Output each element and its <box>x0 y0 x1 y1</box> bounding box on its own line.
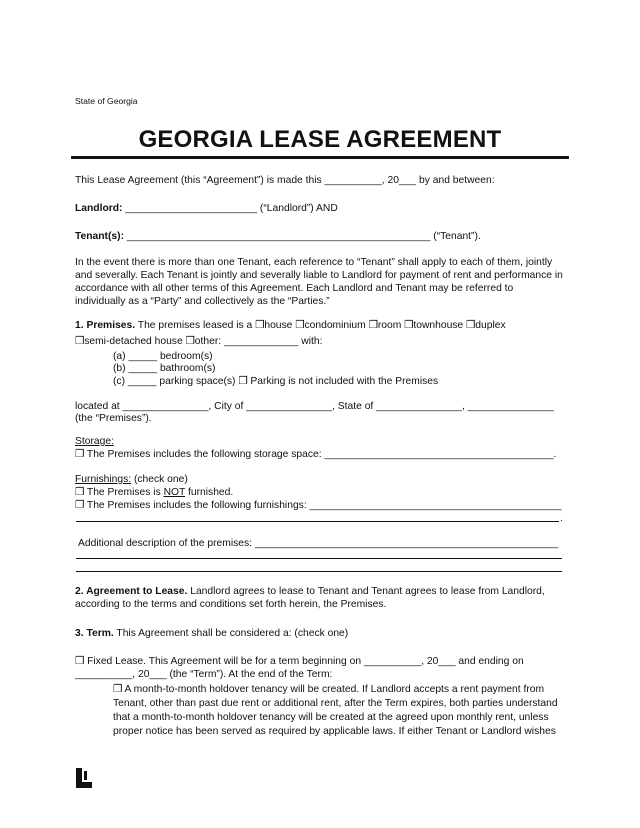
term-text: This Agreement shall be considered a: (check one) <box>113 628 349 639</box>
brand-logo-icon <box>76 768 92 788</box>
furnishings-heading-line <box>75 473 188 486</box>
furnishings-note: (check one) <box>131 474 188 485</box>
title-rule <box>71 156 569 159</box>
premises-label: (the “Premises”). <box>75 413 152 424</box>
premises-bathrooms: (b) _____ bathroom(s) <box>113 363 216 374</box>
term-heading: 3. Term. <box>75 628 114 639</box>
tenant-field: _____________________________________________________ (“Tenant”). <box>126 231 481 242</box>
landlord-line <box>75 202 338 215</box>
holdover-line-3: that a month-to-month holdover tenancy will be created at the agreed upon monthly rent, unless <box>113 712 549 723</box>
premises-types: The premises leased is a ❒house ❒condominium ❒room ❒townhouse ❒duplex <box>135 320 506 331</box>
agreement-text: Landlord agrees to lease to Tenant and Tenant agrees to lease from Landlord, <box>187 586 545 597</box>
storage-heading: Storage: <box>75 436 114 447</box>
landlord-label: Landlord: <box>75 203 123 214</box>
additional-blank-line-2 <box>76 571 562 572</box>
premises-heading: 1. Premises. <box>75 320 136 331</box>
landlord-field: _______________________ (“Landlord”) AND <box>125 203 338 214</box>
furnishings-heading: Furnishings: <box>75 474 132 485</box>
premises-location: located at _______________, City of _______________, State of _______________, _______________ <box>75 401 554 412</box>
agreement-heading: 2. Agreement to Lease. <box>75 586 188 597</box>
not-furnished-line <box>75 486 233 499</box>
furnished-blank-line <box>76 521 559 522</box>
tenant-line <box>75 230 481 243</box>
term-line <box>75 627 348 640</box>
fixed-lease-line-1: ❒ Fixed Lease. This Agreement will be for a term beginning on __________, 20___ and ending on <box>75 656 524 667</box>
fixed-lease-line-2: __________, 20___ (the “Term”). At the end of the Term: <box>75 669 333 680</box>
premises-parking: (c) _____ parking space(s) ❒ Parking is not included with the Premises <box>113 376 439 387</box>
storage-line: ❒ The Premises includes the following storage space: ________________________________________. <box>75 449 557 460</box>
not-word: NOT <box>163 487 186 498</box>
furnished-period: . <box>560 513 563 524</box>
additional-blank-line-1 <box>76 558 562 559</box>
premises-line-2: ❒semi-detached house ❒other: _____________ with: <box>75 336 323 347</box>
additional-description: Additional description of the premises: _____________________________________________________ <box>78 538 559 549</box>
furnished-line: ❒ The Premises includes the following furnishings: ____________________________________________ <box>75 500 562 511</box>
holdover-line-2: Tenant, other than past due rent or additional rent, after the Term expires, both parties understand <box>113 698 558 709</box>
premises-bedrooms: (a) _____ bedroom(s) <box>113 351 213 362</box>
tenant-label: Tenant(s): <box>75 231 125 242</box>
page-title: GEORGIA LEASE AGREEMENT <box>138 126 502 153</box>
premises-line-1 <box>75 319 506 332</box>
intro-line: This Lease Agreement (this “Agreement”) is made this __________, 20___ by and between: <box>75 175 495 186</box>
not-furnished-text: ❒ The Premises is <box>75 487 164 498</box>
agreement-line-2: according to the terms and conditions set forth herein, the Premises. <box>75 599 387 610</box>
holdover-line-4: proper notice has been served as required by applicable laws. If either Tenant or Landlord wishes <box>113 726 556 737</box>
agreement-line-1 <box>75 585 545 598</box>
state-label: State of Georgia <box>75 96 138 106</box>
not-furnished-end: furnished. <box>185 487 234 498</box>
holdover-line-1: ❒ A month-to-month holdover tenancy will be created. If Landlord accepts a rent payment from <box>113 684 545 695</box>
intro-paragraph: In the event there is more than one Tenant, each reference to “Tenant” shall apply to each of them, jointly and severally. Each Tenant is jointly and severally liable to Landlord for payment of rent and performance in accordance with all other terms of this Agreement. Each Landlord and Tenant may be referred to individually as a “Party” and collectively as the “Parties.” <box>75 257 563 307</box>
